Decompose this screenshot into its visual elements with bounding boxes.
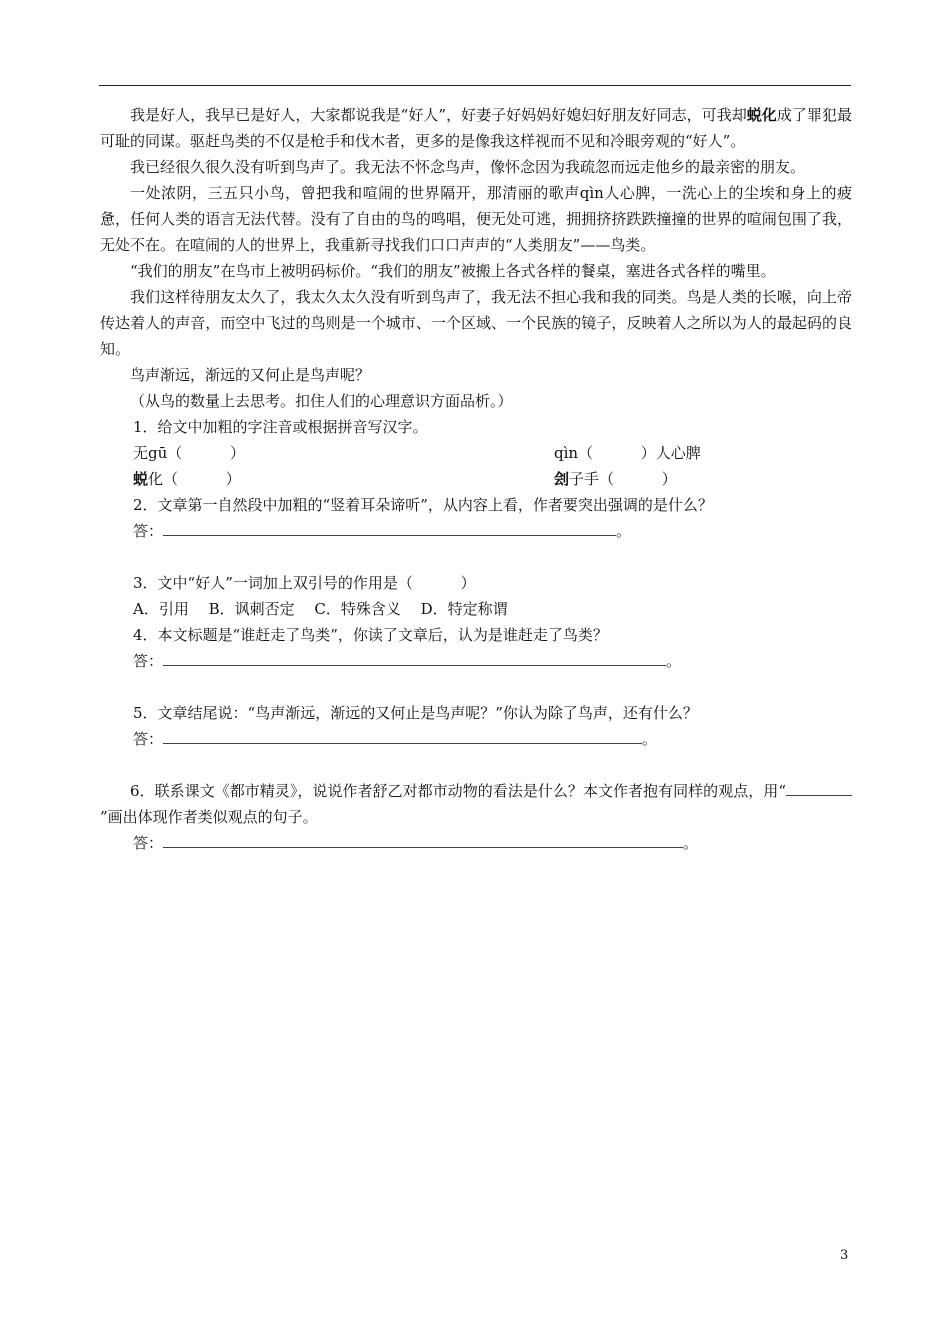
question-6-text: 6．联系课文《都市精灵》，说说作者舒乙对都市动物的看法是什么？本文作者抱有同样的观点，用 bbox=[130, 782, 779, 800]
page-number: 3 bbox=[840, 1248, 849, 1263]
q1-item-c-label: 化（ bbox=[148, 470, 179, 488]
question-3 bbox=[100, 570, 852, 596]
bold-char: 蜕 bbox=[133, 470, 149, 488]
answer-space[interactable] bbox=[413, 574, 461, 592]
q1-item-d-label: 子手（ bbox=[569, 470, 615, 488]
question-5-answer bbox=[100, 726, 852, 752]
answer-label: 答： bbox=[133, 730, 164, 748]
passage-paragraph-2: 我已经很久很久没有听到鸟声了。我无法不怀念鸟声，像怀念因为我疏忽而远走他乡的最亲密的朋友。 bbox=[130, 158, 806, 176]
passage-paragraph-5: 我们这样待朋友太久了，我太久太久没有听到鸟声了，我无法不担心我和我的同类。鸟是人类的长喉，向上帝传达着人的声音，而空中飞过的鸟则是一个城市、一个区域、一个民族的镜子，反映着人之所以为人的最起码的良知。 bbox=[100, 288, 852, 358]
question-1-items-row-2 bbox=[100, 466, 852, 492]
close-paren: ） bbox=[225, 470, 241, 488]
q1-item-b-tail: ）人心脾 bbox=[640, 444, 701, 462]
open-quote: “ bbox=[778, 782, 786, 800]
question-6-answer bbox=[100, 830, 852, 856]
period: 。 bbox=[642, 730, 658, 748]
answer-blank[interactable] bbox=[163, 648, 666, 666]
answer-blank[interactable] bbox=[163, 726, 642, 744]
underline-sample bbox=[786, 778, 852, 796]
question-1: 1．给文中加粗的字注音或根据拼音写汉字。 bbox=[133, 418, 428, 436]
period: 。 bbox=[666, 652, 682, 670]
answer-space[interactable] bbox=[614, 470, 662, 488]
header-rule bbox=[99, 85, 851, 86]
passage-paragraph-1 bbox=[100, 102, 852, 154]
answer-label: 答： bbox=[133, 834, 164, 852]
question-3-options: A．引用 B．讽刺否定 C．特殊含义 D．特定称谓 bbox=[133, 600, 508, 618]
question-5: 5．文章结尾说：“鸟声渐远，渐远的又何止是鸟声呢？”你认为除了鸟声，还有什么？ bbox=[133, 704, 698, 722]
question-6-text-2: ”画出体现作者类似观点的句子。 bbox=[100, 808, 318, 826]
question-2-answer bbox=[100, 518, 852, 544]
spacer bbox=[100, 674, 852, 700]
question-4-answer bbox=[100, 648, 852, 674]
question-1-items-row-1 bbox=[100, 440, 852, 466]
period: 。 bbox=[683, 834, 699, 852]
q1-item-a bbox=[133, 444, 245, 462]
spacer bbox=[100, 544, 852, 570]
spacer bbox=[100, 752, 852, 778]
period: 。 bbox=[616, 522, 632, 540]
question-4: 4．本文标题是“谁赶走了鸟类”，你读了文章后，认为是谁赶走了鸟类？ bbox=[133, 626, 608, 644]
passage-text: 成了罪犯最可耻的同谋。驱赶鸟类的不仅是枪手和伐木者，更多的是像我这样视而不见和冷眼旁观的“好人”。 bbox=[100, 106, 852, 150]
question-3-text: 3．文中“好人”一词加上双引号的作用是（ bbox=[133, 574, 413, 592]
passage-hint: （从鸟的数量上去思考。扣住人们的心理意识方面品析。） bbox=[130, 392, 513, 410]
answer-blank[interactable] bbox=[163, 518, 616, 536]
passage-text: 我是好人，我早已是好人，大家都说我是“好人”，好妻子好妈妈好媳妇好朋友好同志，可我却 bbox=[130, 106, 747, 124]
answer-space[interactable] bbox=[182, 444, 230, 462]
q1-item-d bbox=[554, 466, 677, 492]
answer-label: 答： bbox=[133, 652, 164, 670]
q1-item-a-label: 无gū（ bbox=[133, 444, 183, 462]
question-6 bbox=[100, 778, 852, 830]
document-body bbox=[100, 102, 852, 856]
passage-paragraph-6: 鸟声渐远，渐远的又何止是鸟声呢？ bbox=[130, 366, 371, 384]
close-paren: ） bbox=[460, 574, 476, 592]
q1-item-b-label: qìn（ bbox=[554, 444, 594, 462]
passage-paragraph-4: “我们的朋友”在鸟市上被明码标价。“我们的朋友”被搬上各式各样的餐桌，塞进各式各样的嘴里。 bbox=[130, 262, 776, 280]
passage-paragraph-3: 一处浓阴，三五只小鸟，曾把我和喧闹的世界隔开，那清丽的歌声qìn人心脾，一洗心上的尘埃和身上的疲惫，任何人类的语言无法代替。没有了自由的鸟的鸣唱，便无处可逃，拥拥挤挤跌跌撞撞的世界的喧闹包围了我，无处不在。在喧闹的人的世界上，我重新寻找我们口口声声的“人类朋友”——鸟类。 bbox=[100, 184, 852, 254]
bold-char: 刽 bbox=[554, 470, 570, 488]
close-paren: ） bbox=[229, 444, 245, 462]
close-paren: ） bbox=[661, 470, 677, 488]
question-2: 2．文章第一自然段中加粗的“竖着耳朵谛听”，从内容上看，作者要突出强调的是什么？ bbox=[133, 496, 713, 514]
answer-blank[interactable] bbox=[163, 830, 683, 848]
answer-space[interactable] bbox=[178, 470, 226, 488]
answer-label: 答： bbox=[133, 522, 164, 540]
q1-item-b bbox=[554, 440, 701, 466]
q1-item-c bbox=[133, 470, 241, 488]
bold-word: 蜕化 bbox=[746, 106, 777, 124]
answer-space[interactable] bbox=[593, 444, 641, 462]
